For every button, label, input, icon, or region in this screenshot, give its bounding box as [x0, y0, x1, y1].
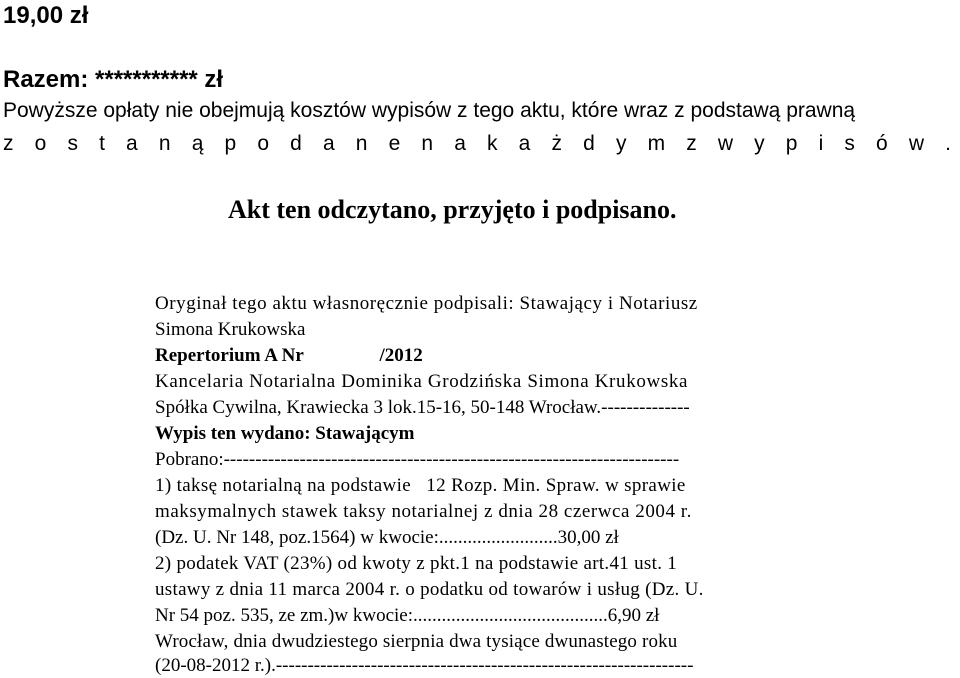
fee-1-line-2: maksymalnych stawek taksy notarialnej z dnia 28 czerwca 2004 r.	[155, 501, 692, 522]
date-line-2: (20-08-2012 r.).------------------------------------------------------------------	[155, 655, 694, 676]
original-signed-line: Oryginał tego aktu własnoręcznie podpisali: Stawający i Notariusz	[155, 293, 698, 314]
copy-issued-to: Wypis ten wydano: Stawającym	[155, 423, 415, 444]
office-address-line: Spółka Cywilna, Krawiecka 3 lok.15-16, 50-148 Wrocław.--------------	[155, 397, 690, 418]
deed-closing-statement: Akt ten odczytano, przyjęto i podpisano.	[228, 195, 677, 224]
fee-2-line-1: 2) podatek VAT (23%) od kwoty z pkt.1 na podstawie art.41 ust. 1	[155, 553, 678, 574]
fee-1-line-3: (Dz. U. Nr 148, poz.1564) w kwocie:.........................30,00 zł	[155, 527, 619, 548]
fee-2-line-2: ustawy z dnia 11 marca 2004 r. o podatku od towarów i usług (Dz. U.	[155, 579, 704, 600]
repertorium-number: Repertorium A Nr /2012	[155, 345, 423, 366]
date-line-1: Wrocław, dnia dwudziestego sierpnia dwa tysiące dwunastego roku	[155, 631, 678, 652]
notary-name: Simona Krukowska	[155, 319, 306, 340]
office-name-line: Kancelaria Notarialna Dominika Grodzińska Simona Krukowska	[155, 371, 689, 392]
total-amount: Razem: *********** zł	[3, 66, 224, 93]
fee-1-line-1: 1) taksę notarialną na podstawie 12 Rozp. Min. Spraw. w sprawie	[155, 475, 686, 496]
price-amount: 19,00 zł	[3, 2, 89, 29]
fees-collected-line: Pobrano:------------------------------------------------------------------------	[155, 449, 680, 470]
fee-2-line-3: Nr 54 poz. 535, ze zm.)w kwocie:.........................................6,90 zł	[155, 605, 660, 626]
fees-note-line-1: Powyższe opłaty nie obejmują kosztów wypisów z tego aktu, które wraz z podstawą prawną	[3, 99, 856, 122]
fees-note-line-2: z o s t a n ą p o d a n e n a k a ż d y m z w y p i s ó w .	[3, 132, 953, 155]
